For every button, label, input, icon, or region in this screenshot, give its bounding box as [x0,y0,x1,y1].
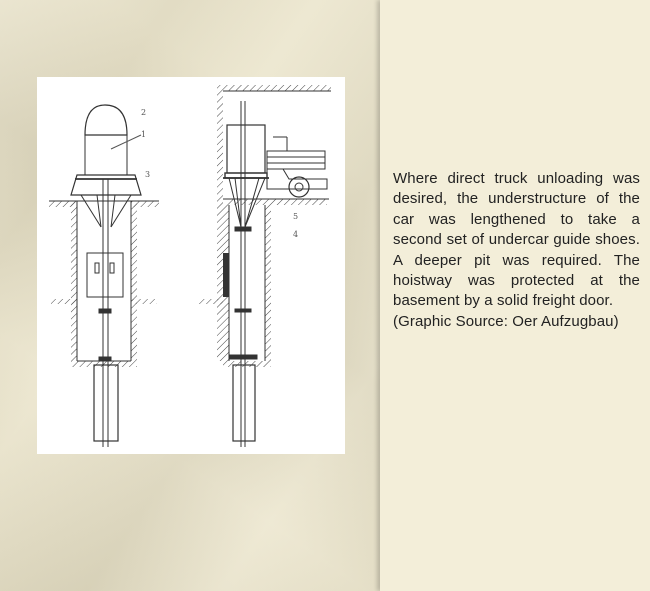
elevator-drawing [37,77,345,454]
callout-2: 2 [141,108,147,117]
callout-3: 3 [145,170,151,179]
callout-4: 4 [293,230,299,239]
callout-5: 5 [293,212,299,221]
caption-body: Where direct truck unloading was desired, the understructure of the car was lengthened to take a second set of undercar guide shoes. A deeper pit was required. The hoistway was protected at the basement by a solid freight door. [393,170,640,310]
left-section-drawing [49,105,159,447]
caption-text [393,169,640,332]
caption-source: (Graphic Source: Oer Aufzugbau) [393,312,619,330]
callout-1: 1 [141,130,147,139]
right-section-drawing [199,85,331,447]
